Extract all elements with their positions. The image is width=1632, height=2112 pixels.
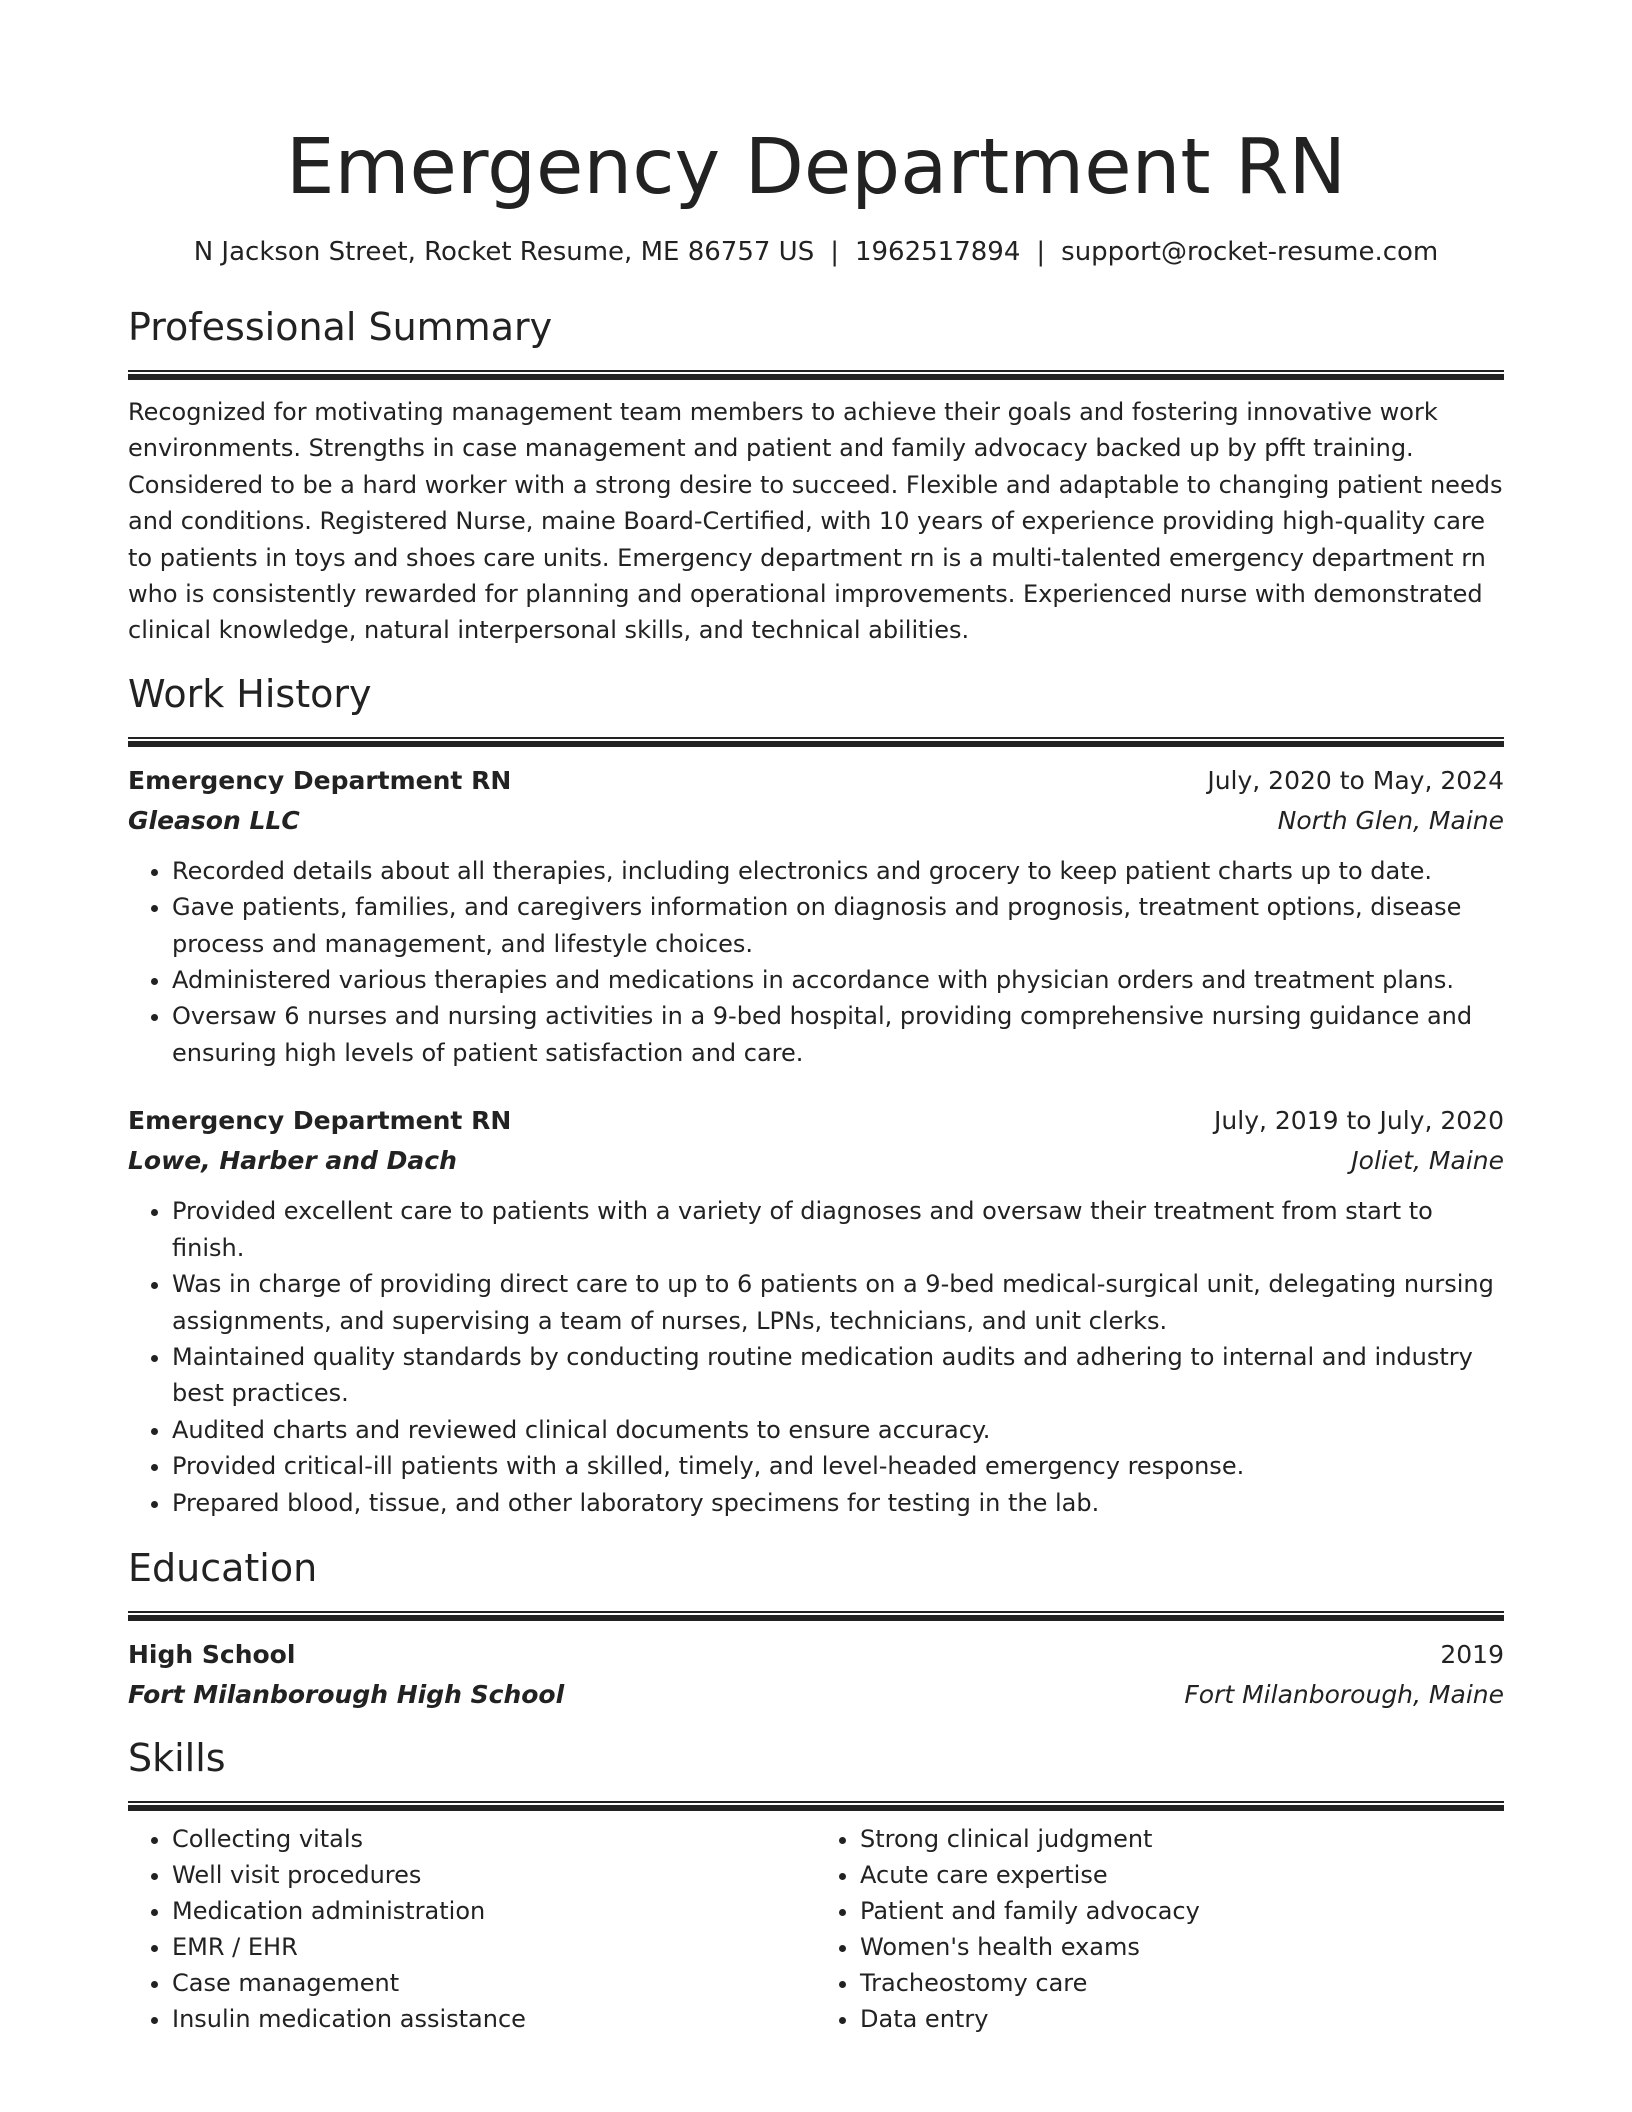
list-item: • Insulin medication assistance bbox=[172, 2001, 816, 2037]
list-item: • Acute care expertise bbox=[860, 1857, 1504, 1893]
contact-separator: | bbox=[830, 237, 839, 267]
education-sub-row bbox=[128, 1675, 1504, 1715]
job-sub-row bbox=[128, 801, 1504, 841]
section-title-skills: Skills bbox=[128, 1735, 226, 1780]
job-header-row bbox=[128, 1101, 1504, 1141]
list-item: • Oversaw 6 nurses and nursing activities in a 9-bed hospital, providing comprehensive nursing guidance and ensuring high levels of patient satisfaction and care. bbox=[172, 998, 1504, 1071]
job-entry bbox=[128, 1101, 1504, 1521]
education-header-row bbox=[128, 1635, 1504, 1675]
job-header-row bbox=[128, 761, 1504, 801]
list-item: • Maintained quality standards by conducting routine medication audits and adhering to internal and industry best practices. bbox=[172, 1339, 1504, 1412]
section-divider bbox=[128, 370, 1504, 380]
job-bullets bbox=[128, 853, 1504, 1071]
list-item: • Women's health exams bbox=[860, 1929, 1504, 1965]
skills-list-right bbox=[816, 1821, 1504, 2037]
education-entry bbox=[128, 1635, 1504, 1715]
list-item: • Data entry bbox=[860, 2001, 1504, 2037]
section-divider bbox=[128, 1801, 1504, 1811]
job-company: Lowe, Harber and Dach bbox=[128, 1146, 457, 1176]
list-item: • Well visit procedures bbox=[172, 1857, 816, 1893]
list-item: • Audited charts and reviewed clinical documents to ensure accuracy. bbox=[172, 1412, 1504, 1448]
list-item: • Medication administration bbox=[172, 1893, 816, 1929]
list-item: • Gave patients, families, and caregivers information on diagnosis and prognosis, treatment options, disease process and management, and lifestyle choices. bbox=[172, 889, 1504, 962]
list-item: • Strong clinical judgment bbox=[860, 1821, 1504, 1857]
list-item: • Tracheostomy care bbox=[860, 1965, 1504, 2001]
contact-email: support@rocket-resume.com bbox=[1061, 237, 1439, 267]
job-dates: July, 2020 to May, 2024 bbox=[1207, 765, 1504, 795]
contact-separator: | bbox=[1036, 237, 1046, 267]
job-location: North Glen, Maine bbox=[1277, 805, 1504, 835]
list-item: • Administered various therapies and medications in accordance with physician orders and treatment plans. bbox=[172, 962, 1504, 998]
job-entry bbox=[128, 761, 1504, 1071]
list-item: • Collecting vitals bbox=[172, 1821, 816, 1857]
list-item: • Prepared blood, tissue, and other laboratory specimens for testing in the lab. bbox=[172, 1485, 1504, 1521]
job-dates: July, 2019 to July, 2020 bbox=[1214, 1106, 1504, 1136]
education-school: Fort Milanborough High School bbox=[128, 1679, 565, 1709]
education-degree: High School bbox=[128, 1639, 296, 1669]
skills-section bbox=[128, 1733, 1504, 2037]
education-year: 2019 bbox=[1440, 1639, 1504, 1669]
section-title-work-history: Work History bbox=[128, 671, 372, 716]
education-section bbox=[128, 1543, 1504, 1715]
summary-text: Recognized for motivating management team members to achieve their goals and fostering innovative work environments. Strengths in case management and patient and family advocacy backed up by pfft training. Considered to be a hard worker with a strong desire to succeed. Flexible and adaptable to changing patient needs and conditions. Registered Nurse, maine Board-Certified, with 10 years of experience providing high-quality care to patients in toys and shoes care units. Emergency department rn is a multi-talented emergency department rn who is consistently rewarded for planning and operational improvements. Experienced nurse with demonstrated clinical knowledge, natural interpersonal skills, and technical abilities. bbox=[128, 398, 1503, 645]
job-bullets bbox=[128, 1193, 1504, 1521]
job-title: Emergency Department RN bbox=[128, 1106, 512, 1136]
job-sub-row bbox=[128, 1141, 1504, 1181]
section-title-education: Education bbox=[128, 1545, 318, 1590]
list-item: • Provided critical-ill patients with a skilled, timely, and level-headed emergency response. bbox=[172, 1448, 1504, 1484]
contact-phone: 1962517894 bbox=[854, 237, 1021, 267]
job-location: Joliet, Maine bbox=[1351, 1146, 1504, 1176]
job-title: Emergency Department RN bbox=[128, 765, 512, 795]
list-item: • Was in charge of providing direct care to up to 6 patients on a 9-bed medical-surgical unit, delegating nursing assignments, and supervising a team of nurses, LPNs, technicians, and unit clerks. bbox=[172, 1266, 1504, 1339]
list-item: • Patient and family advocacy bbox=[860, 1893, 1504, 1929]
list-item: • Recorded details about all therapies, including electronics and grocery to keep patient charts up to date. bbox=[172, 853, 1504, 889]
skills-list-left bbox=[128, 1821, 816, 2037]
list-item: • Provided excellent care to patients with a variety of diagnoses and oversaw their treatment from start to finish. bbox=[172, 1193, 1504, 1266]
contact-line bbox=[128, 234, 1504, 270]
resume-name: Emergency Department RN bbox=[285, 123, 1347, 212]
summary-section bbox=[128, 302, 1504, 649]
section-divider bbox=[128, 1611, 1504, 1621]
list-item: • EMR / EHR bbox=[172, 1929, 816, 1965]
skills-columns bbox=[128, 1821, 1504, 2037]
list-item: • Case management bbox=[172, 1965, 816, 2001]
contact-address: N Jackson Street, Rocket Resume, ME 86757 US bbox=[193, 237, 815, 267]
section-divider bbox=[128, 737, 1504, 747]
education-location: Fort Milanborough, Maine bbox=[1184, 1679, 1504, 1709]
section-title-summary: Professional Summary bbox=[128, 305, 553, 349]
work-history-section bbox=[128, 669, 1504, 1521]
job-company: Gleason LLC bbox=[128, 805, 300, 835]
